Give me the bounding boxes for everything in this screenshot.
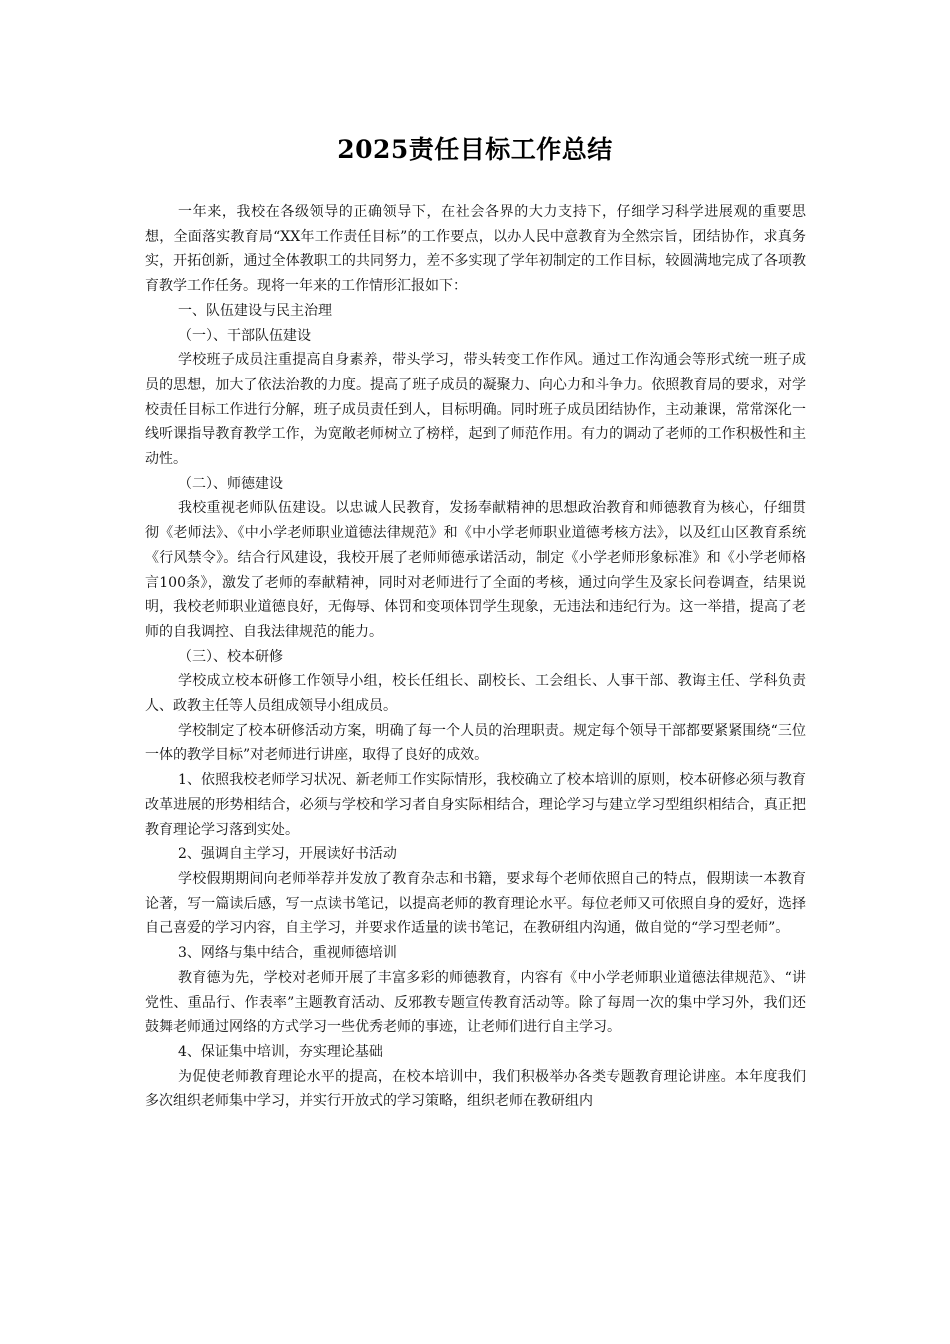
body-paragraph: 学校假期期间向老师举荐并发放了教育杂志和书籍，要求每个老师依照自己的特点，假期读一本教育论著，写一篇读后感，写一点读书笔记，以提高老师的教育理论水平。每位老师又可依照自身的爱好，选择自己喜爱的学习内容，自主学习，并要求作适量的读书笔记，在教研组内沟通，做自觉的“学习型老师”。 — [145, 870, 806, 937]
subsection-heading: （一）、干部队伍建设 — [178, 327, 311, 344]
subsection-heading: （二）、师德建设 — [178, 475, 283, 492]
body-paragraph: 1、依照我校老师学习状况、新老师工作实际情形，我校确立了校本培训的原则，校本研修必须与教育改革进展的形势相结合，必须与学校和学习者自身实际相结合，理论学习与建立学习型组织相结合，真正把教育理论学习落到实处。 — [145, 772, 806, 838]
subsection-heading: （三）、校本研修 — [178, 648, 283, 665]
body-paragraph: 为促使老师教育理论水平的提高，在校本培训中，我们积极举办各类专题教育理论讲座。本年度我们多次组织老师集中学习，并实行开放式的学习策略，组织老师在教研组内 — [145, 1068, 806, 1110]
body-paragraph: 教育德为先，学校对老师开展了丰富多彩的师德教育，内容有《中小学老师职业道德法律规范》、“讲党性、重品行、作表率”主题教育活动、反邪教专题宣传教育活动等。除了每周一次的集中学习外，我们还鼓舞老师通过网络的方式学习一些优秀老师的事迹，让老师们进行自主学习。 — [145, 969, 806, 1036]
body-paragraph: 我校重视老师队伍建设。以忠诚人民教育，发扬奉献精神的思想政治教育和师德教育为核心，仔细贯彻《老师法》、《中小学老师职业道德法律规范》和《中小学老师职业道德考核方法》，以及红山区教育系统《行风禁令》。结合行风建设，我校开展了老师师德承诺活动，制定《小学老师形象标准》和《小学老师格言100条》，激发了老师的奉献精神，同时对老师进行了全面的考核，通过向学生及家长问卷调查，结果说明，我校老师职业道德良好，无侮辱、体罚和变项体罚学生现象，无违法和违纪行为。这一举措，提高了老师的自我调控、自我法律规范的能力。 — [145, 500, 806, 640]
document-body — [145, 200, 806, 1114]
intro-paragraph: 一年来，我校在各级领导的正确领导下，在社会各界的大力支持下，仔细学习科学进展观的重要思想，全面落实教育局“XX年工作责任目标”的工作要点，以办人民中意教育为全然宗旨，团结协作，求真务实，开拓创新，通过全体教职工的共同努力，差不多实现了学年初制定的工作目标，较圆满地完成了各项教育教学工作任务。现将一年来的工作情形汇报如下： — [145, 204, 806, 295]
body-paragraph: 学校成立校本研修工作领导小组，校长任组长、副校长、工会组长、人事干部、教诲主任、学科负责人、政教主任等人员组成领导小组成员。 — [145, 673, 806, 715]
list-heading: 2、强调自主学习，开展读好书活动 — [178, 846, 397, 863]
body-paragraph: 学校制定了校本研修活动方案，明确了每一个人员的治理职责。规定每个领导干部都要紧紧围绕“三位一体的教学目标”对老师进行讲座，取得了良好的成效。 — [145, 722, 806, 764]
list-heading: 3、网络与集中结合，重视师德培训 — [178, 945, 397, 962]
document-title: 2025责任目标工作总结 — [337, 135, 613, 164]
section-heading: 一、队伍建设与民主治理 — [178, 302, 332, 319]
list-heading: 4、保证集中培训，夯实理论基础 — [178, 1043, 383, 1060]
body-paragraph: 学校班子成员注重提高自身素养，带头学习，带头转变工作作风。通过工作沟通会等形式统一班子成员的思想，加大了依法治教的力度。提高了班子成员的凝聚力、向心力和斗争力。依照教育局的要求，对学校责任目标工作进行分解，班子成员责任到人，目标明确。同时班子成员团结协作，主动兼课，常常深化一线听课指导教育教学工作，为宽敞老师树立了榜样，起到了师范作用。有力的调动了老师的工作积极性和主动性。 — [145, 352, 806, 468]
